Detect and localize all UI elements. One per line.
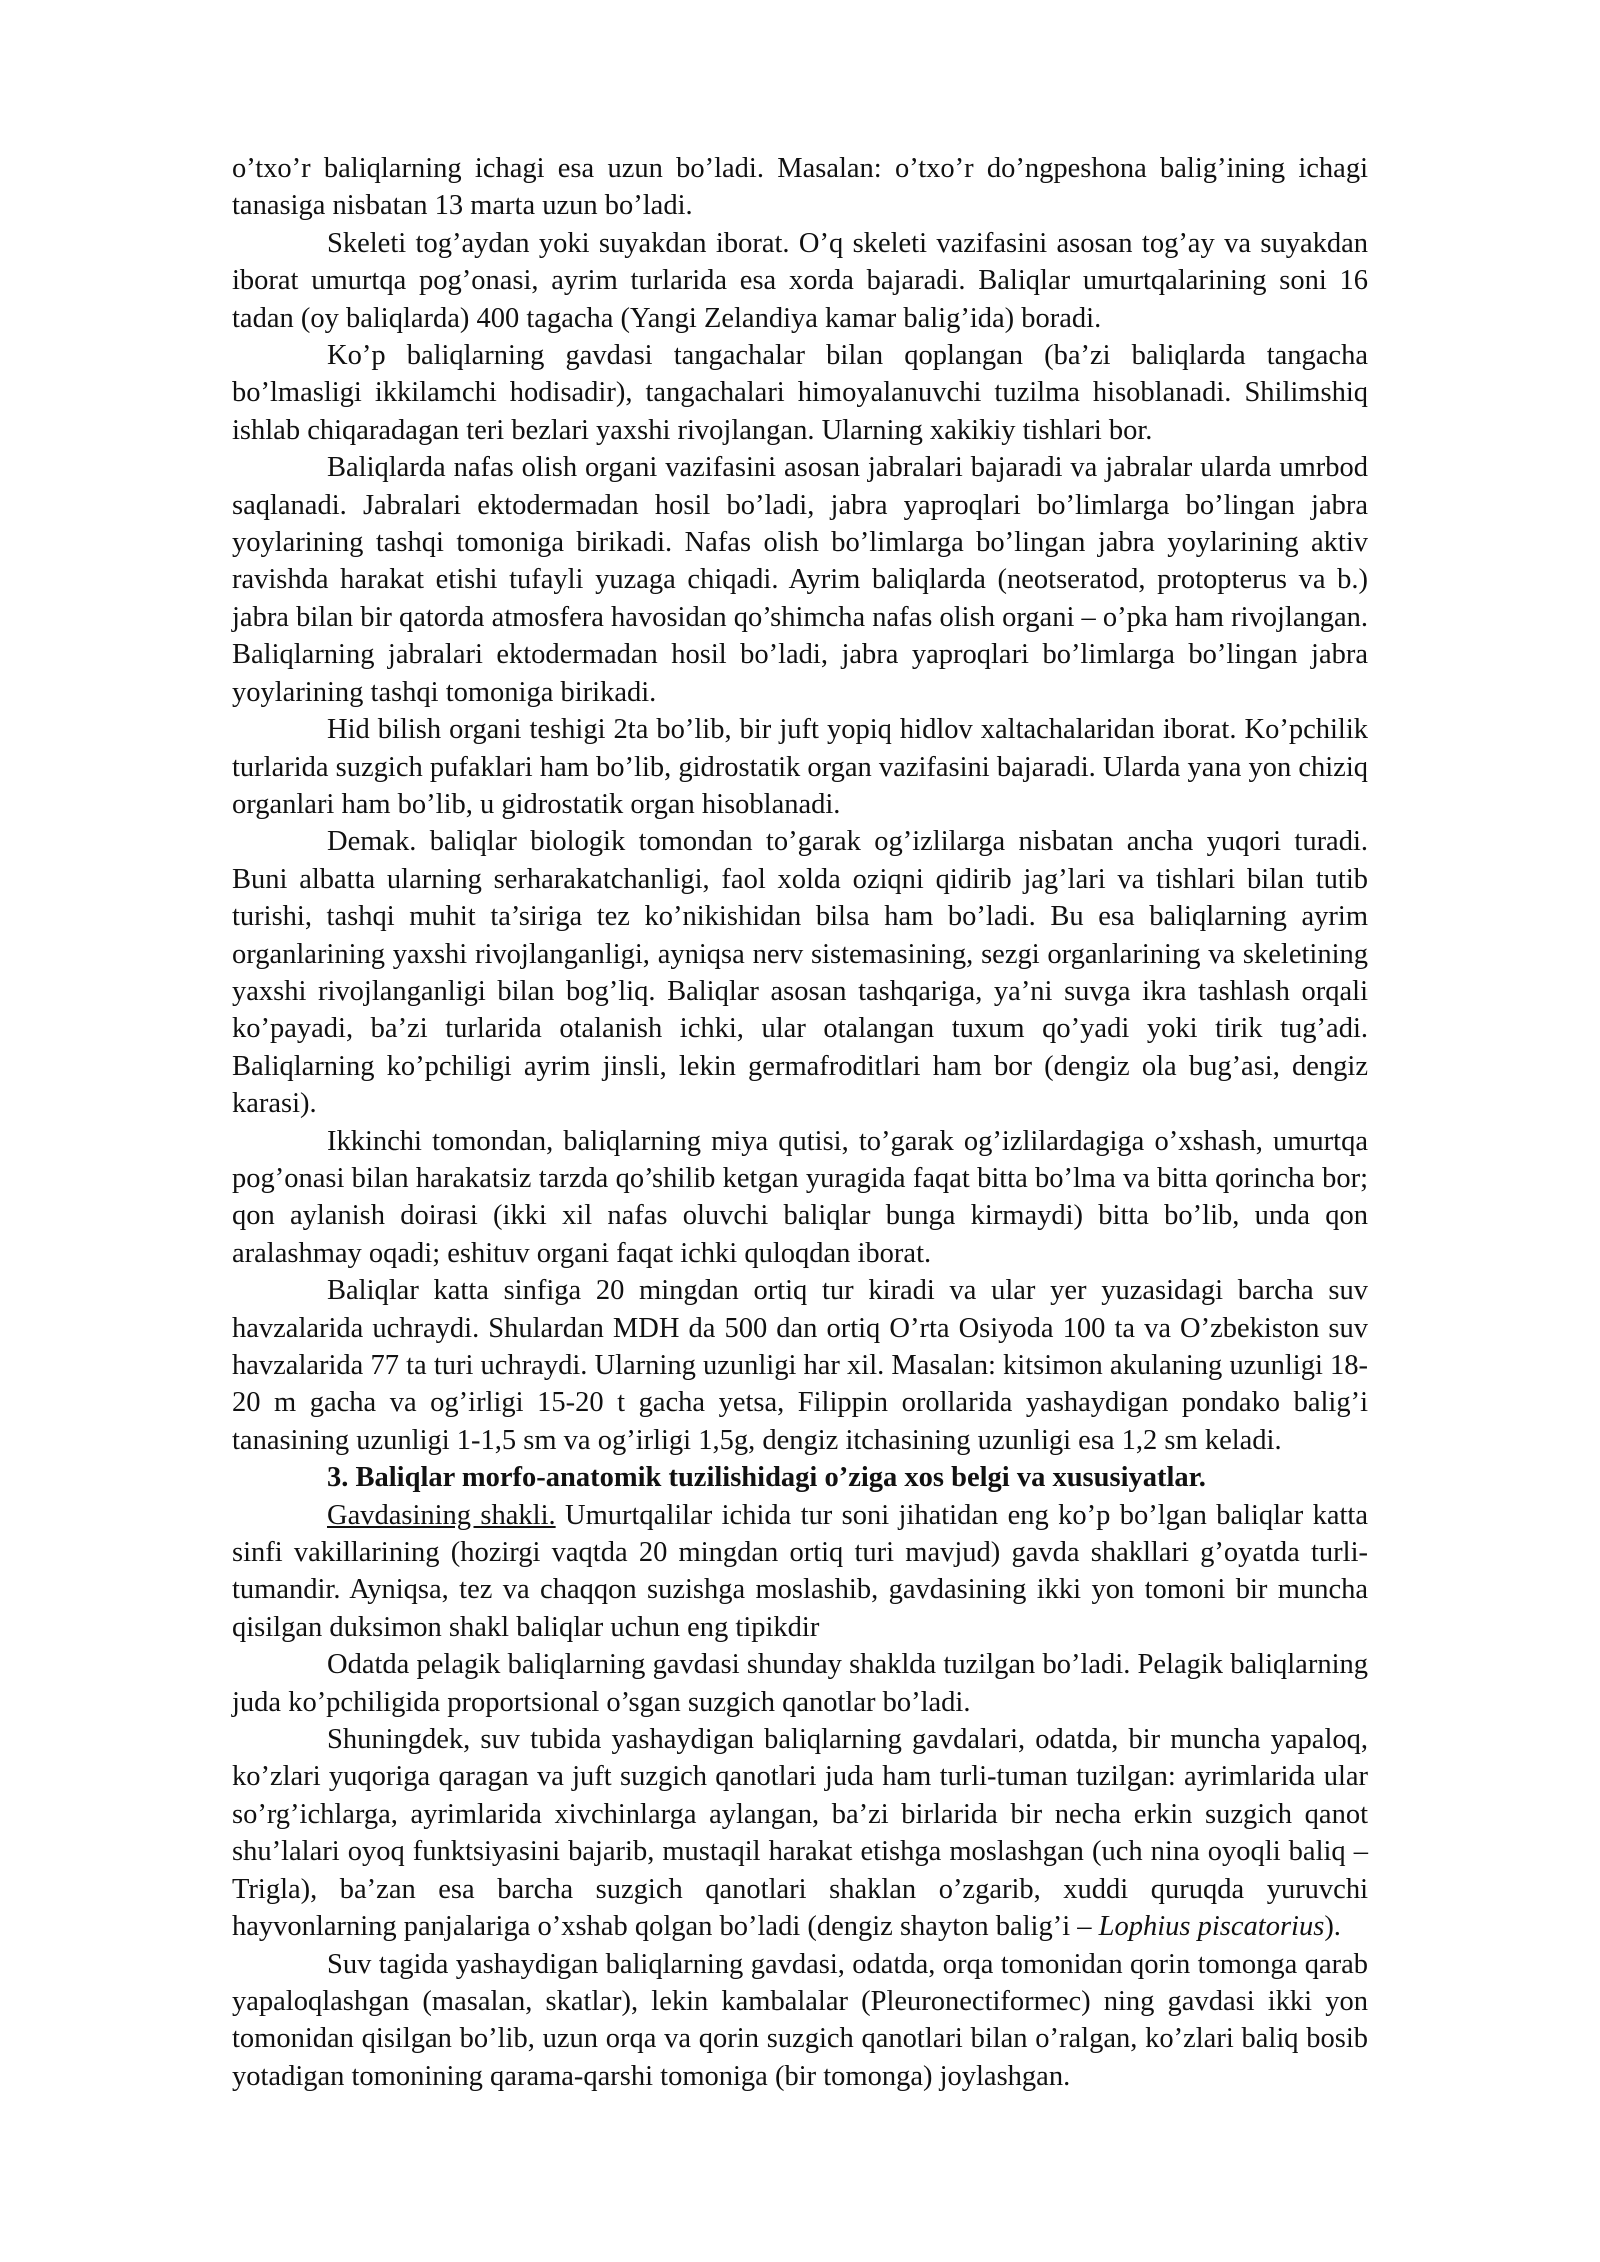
paragraph-pelagic: Odatda pelagik baliqlarning gavdasi shunday shaklda tuzilgan bo’ladi. Pelagik baliqlarning juda ko’pchiligida proportsional o’sgan suzgich qanotlar bo’ladi. [232,1649,1368,1718]
paragraph-second-side: Ikkinchi tomondan, baliqlarning miya qutisi, to’garak og’izlilardagiga o’xshash, umurtqa pog’onasi bilan harakatsiz tarzda qo’shilib ketgan yuragida faqat bitta bo’lma va bitta qorincha bor; qon aylanish doirasi (ikki xil nafas oluvchi baliqlar bunga kirmaydi) bitta bo’lib, unda qon aralashmay oqadi; eshituv organi faqat ichki quloqdan iborat. [232,1125,1368,1269]
paragraph-intestine: o’txo’r baliqlarning ichagi esa uzun bo’ladi. Masalan: o’txo’r do’ngpeshona balig’ining ichagi tanasiga nisbatan 13 marta uzun bo’ladi. [232,153,1368,222]
body-shape-text: Umurtqalilar ichida tur soni jihatidan eng ko’p bo’lgan baliqlar katta sinfi vakillarining (hozirgi vaqtda 20 mingdan ortiq turi mavjud) gavda shakllari g’oyatda turli-tumandir. Ayniqsa, tez va chaqqon suzishga moslashib, gavdasining ikki yon tomoni bir muncha qisilgan duksimon shakl baliqlar uchun eng tipikdir [232,1499,1368,1643]
paragraph-flattened: Suv tagida yashaydigan baliqlarning gavdasi, odatda, orqa tomonidan qorin tomonga qarab yapaloqlashgan (masalan, skatlar), lekin kambalalar (Pleuronectiformec) ning gavdasi ikki yon tomonidan qisilgan bo’lib, uzun orqa va qorin suzgich qanotlari bilan o’ralgan, ko’zlari baliq bosib yotadigan tomonining qarama-qarshi tomoniga (bir tomonga) joylashgan. [232,1948,1368,2092]
paragraph-scales: Ko’p baliqlarning gavdasi tangachalar bilan qoplangan (ba’zi baliqlarda tangacha bo’lmasligi ikkilamchi hodisadir), tangachalari himoyalanuvchi tuzilma hisoblanadi. Shilimshiq ishlab chiqaradagan teri bezlari yaxshi rivojlangan. Ularning xakikiy tishlari bor. [232,340,1368,446]
species-name-italic: Lophius piscatorius [1098,1911,1325,1943]
document-page [232,150,1368,2095]
paragraph-body-shape [232,1497,1368,1647]
paragraph-skeleton: Skeleti tog’aydan yoki suyakdan iborat. O’q skeleti vazifasini asosan tog’ay va suyakdan iborat umurtqa pog’onasi, ayrim turlarida esa xorda bajaradi. Baliqlar umurtqalarining soni 16 tadan (oy baliqlarda) 400 tagacha (Yangi Zelandiya kamar balig’ida) boradi. [232,227,1368,334]
paragraph-bottom-dwellers [232,1721,1368,1945]
paragraph-biology: Demak. baliqlar biologik tomondan to’garak og’izlilarga nisbatan ancha yuqori turadi. Buni albatta ularning serharakatchanligi, faol xolda oziqni qidirib jag’lari va tishlari bilan tutib turishi, tashqi muhit ta’siriga tez ko’nikishidan bilsa ham bo’ladi. Bu esa baliqlarning ayrim organlarining yaxshi rivojlanganligi, ayniqsa nerv sistemasining, sezgi organlarining va skeletining yaxshi rivojlanganligi bilan bog’liq. Baliqlar asosan tashqariga, ya’ni suvga ikra tashlash orqali ko’payadi, ba’zi turlarida otalanish ichki, ular otalangan tuxum qo’yadi yoki tirik tug’adi. Baliqlarning ko’pchiligi ayrim jinsli, lekin germafroditlari ham bor (dengiz ola bug’asi, dengiz karasi). [232,826,1368,1120]
underlined-term: Gavdasining shakli. [327,1499,556,1531]
section-heading: 3. Baliqlar morfo-anatomik tuzilishidagi o’ziga xos belgi va xususiyatlar. [327,1462,1206,1494]
bottom-dwellers-end: ). [1324,1911,1341,1943]
paragraph-olfactory: Hid bilish organi teshigi 2ta bo’lib, bir juft yopiq hidlov xaltachalaridan iborat. Ko’pchilik turlarida suzgich pufaklari ham bo’lib, gidrostatik organ vazifasini bajaradi. Ularda yana yon chiziq organlari ham bo’lib, u gidrostatik organ hisoblanadi. [232,714,1368,820]
bottom-dwellers-text: Shuningdek, suv tubida yashaydigan baliqlarning gavdalari, odatda, bir muncha yapaloq, ko’zlari yuqoriga qaragan va juft suzgich qanotlari juda ham turli-tuman tuzilgan: ayrimlarida ular so’rg’ichlarga, ayrimlarida xivchinlarga aylangan, ba’zi birlarida bir necha erkin suzgich qanot shu’lalari oyoq funktsiyasini bajarib, mustaqil harakat etishga moslashgan (uch nina oyoqli baliq – Trigla), ba’zan esa barcha suzgich qanotlari shaklan o’zgarib, xuddi quruqda yuruvchi hayvonlarning panjalariga o’xshab qolgan bo’ladi (dengiz shayton balig’i – [232,1724,1368,1943]
paragraph-species-count: Baliqlar katta sinfiga 20 mingdan ortiq tur kiradi va ular yer yuzasidagi barcha suv havzalarida uchraydi. Shulardan MDH da 500 dan ortiq O’rta Osiyoda 100 ta va O’zbekiston suv havzalarida 77 ta turi uchraydi. Ularning uzunligi har xil. Masalan: kitsimon akulaning uzunligi 18-20 m gacha va og’irligi 15-20 t gacha yetsa, Filippin orollarida yashaydigan pondako balig’i tanasining uzunligi 1-1,5 sm va og’irligi 1,5g, dengiz itchasining uzunligi esa 1,2 sm keladi. [232,1275,1368,1456]
paragraph-respiration: Baliqlarda nafas olish organi vazifasini asosan jabralari bajaradi va jabralar ularda umrbod saqlanadi. Jabralari ektodermadan hosil bo’ladi, jabra yaproqlari bo’limlarga bo’lingan jabra yoylarining tashqi tomoniga birikadi. Nafas olish bo’limlarga bo’lingan jabra yoylarining aktiv ravishda harakat etishi tufayli yuzaga chiqadi. Ayrim baliqlarda (neotseratod, protopterus va b.) jabra bilan bir qatorda atmosfera havosidan qo’shimcha nafas olish organi – o’pka ham rivojlangan. Baliqlarning jabralari ektodermadan hosil bo’ladi, jabra yaproqlari bo’limlarga bo’lingan jabra yoylarining tashqi tomoniga birikadi. [232,452,1368,708]
